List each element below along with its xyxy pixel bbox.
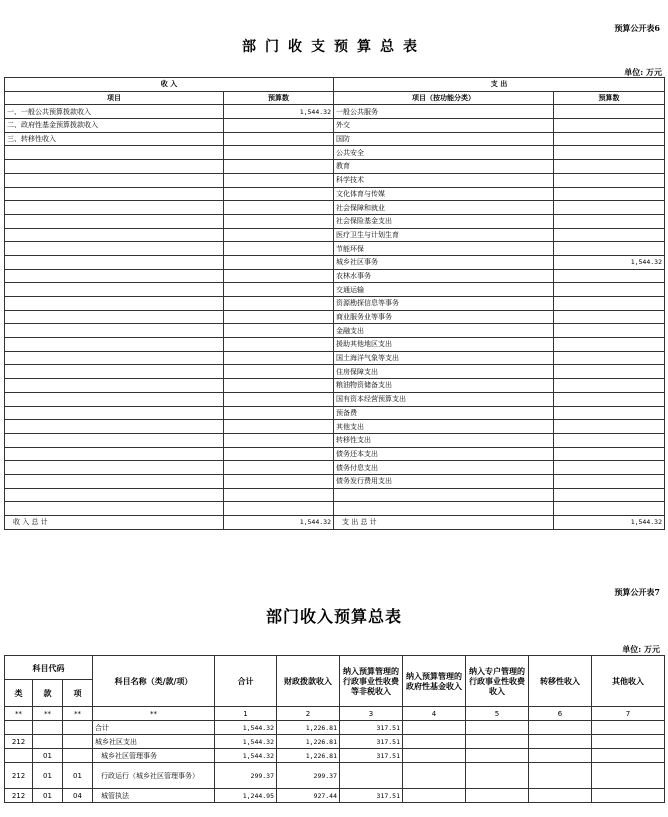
amount-cell [529, 789, 592, 803]
expense-item-cell: 粮油物资储备支出 [334, 379, 554, 393]
income-item-cell [5, 461, 224, 475]
income-item-header: 项目 [5, 91, 224, 105]
amount-cell [529, 749, 592, 763]
code-cell [33, 735, 63, 749]
income-budget-header: 预算数 [224, 91, 334, 105]
table-row [5, 351, 665, 365]
income-item-cell [5, 201, 224, 215]
expense-amount-cell [554, 228, 665, 242]
special-account-header: 纳入专户管理的行政事业性收费收入 [466, 656, 529, 707]
subject-name-cell: 行政运行（城乡社区管理事务） [93, 763, 215, 789]
expense-amount-cell [554, 269, 665, 283]
income-amount-cell [224, 119, 334, 133]
table-row [5, 433, 665, 447]
income-item-cell [5, 433, 224, 447]
column-index-cell: ** [5, 707, 33, 721]
code-header: 科目代码 [5, 656, 93, 680]
income-amount-cell [224, 420, 334, 434]
expense-item-header: 项目（按功能分类） [334, 91, 554, 105]
income-amount-cell [224, 255, 334, 269]
column-index-cell: 2 [277, 707, 340, 721]
income-amount-cell [224, 187, 334, 201]
expense-amount-cell [554, 173, 665, 187]
code-cell [5, 749, 33, 763]
table-row [5, 105, 665, 119]
expense-item-cell: 援助其他地区支出 [334, 338, 554, 352]
income-amount-cell [224, 461, 334, 475]
expense-item-cell [334, 488, 554, 502]
income-amount-cell [224, 351, 334, 365]
expense-amount-cell [554, 406, 665, 420]
income-amount-cell [224, 132, 334, 146]
amount-cell: 1,544.32 [215, 721, 277, 735]
amount-cell: 1,244.95 [215, 789, 277, 803]
expense-item-cell: 商业服务业等事务 [334, 310, 554, 324]
amount-cell [340, 763, 403, 789]
amount-cell: 299.37 [215, 763, 277, 789]
expense-total-value: 1,544.32 [554, 516, 665, 530]
table-row [5, 269, 665, 283]
amount-cell [466, 735, 529, 749]
table-row [5, 447, 665, 461]
expense-item-cell: 城乡社区事务 [334, 255, 554, 269]
amount-cell: 317.51 [340, 735, 403, 749]
income-item-cell [5, 187, 224, 201]
expense-total-label: 支 出 总 计 [334, 516, 554, 530]
table-row [5, 379, 665, 393]
amount-cell: 1,226.81 [277, 735, 340, 749]
table-row [5, 160, 665, 174]
code-cell: 212 [5, 763, 33, 789]
income-amount-cell [224, 324, 334, 338]
column-index-cell: 5 [466, 707, 529, 721]
expense-budget-header: 预算数 [554, 91, 665, 105]
expense-item-cell: 外交 [334, 119, 554, 133]
code-cell: 01 [33, 789, 63, 803]
expense-amount-cell [554, 420, 665, 434]
column-index-row [5, 707, 665, 721]
income-amount-cell [224, 502, 334, 516]
page-title: 部门收支预算总表 [242, 39, 426, 55]
table-row [5, 721, 665, 735]
subject-name-cell: 城乡社区管理事务 [93, 749, 215, 763]
income-item-cell [5, 242, 224, 256]
table-row [5, 763, 665, 789]
expense-header: 支 出 [334, 78, 665, 92]
lei-header: 类 [5, 680, 33, 707]
expense-amount-cell [554, 351, 665, 365]
income-budget-table [4, 655, 665, 803]
column-index-cell: 3 [340, 707, 403, 721]
expense-amount-cell [554, 379, 665, 393]
expense-item-cell: 转移性支出 [334, 433, 554, 447]
column-index-cell: ** [63, 707, 93, 721]
expense-amount-cell: 1,544.32 [554, 255, 665, 269]
income-amount-cell [224, 406, 334, 420]
table-row [5, 392, 665, 406]
column-index-cell: 4 [403, 707, 466, 721]
table-row [5, 789, 665, 803]
expense-item-cell: 社会保险基金支出 [334, 214, 554, 228]
admin-fee-header: 纳入预算管理的行政事业性收费等非税收入 [340, 656, 403, 707]
income-amount-cell [224, 269, 334, 283]
expense-item-cell: 债务付息支出 [334, 461, 554, 475]
income-amount-cell [224, 379, 334, 393]
expense-amount-cell [554, 488, 665, 502]
amount-cell [466, 763, 529, 789]
amount-cell [529, 763, 592, 789]
income-total-label: 收 入 总 计 [5, 516, 224, 530]
unit-label: 单位: 万元 [624, 67, 662, 77]
amount-cell: 317.51 [340, 721, 403, 735]
total-header: 合计 [215, 656, 277, 707]
expense-item-cell: 住房保障支出 [334, 365, 554, 379]
xiang-header: 项 [63, 680, 93, 707]
income-amount-cell [224, 214, 334, 228]
table-row [5, 283, 665, 297]
column-index-cell: ** [33, 707, 63, 721]
amount-cell: 927.44 [277, 789, 340, 803]
table-number-tag: 预算公开表6 [614, 23, 660, 33]
column-index-cell: 1 [215, 707, 277, 721]
income-amount-cell [224, 433, 334, 447]
income-amount-cell [224, 365, 334, 379]
amount-cell [403, 789, 466, 803]
expense-item-cell: 金融支出 [334, 324, 554, 338]
code-cell [5, 721, 33, 735]
income-amount-cell [224, 201, 334, 215]
amount-cell [403, 763, 466, 789]
income-item-cell [5, 228, 224, 242]
table-row [5, 132, 665, 146]
expense-item-cell: 国防 [334, 132, 554, 146]
income-item-cell [5, 324, 224, 338]
total-row [5, 516, 665, 530]
amount-cell: 1,544.32 [215, 735, 277, 749]
column-index-cell: 7 [592, 707, 665, 721]
expense-item-cell: 医疗卫生与计划生育 [334, 228, 554, 242]
expense-amount-cell [554, 324, 665, 338]
code-cell [63, 749, 93, 763]
expense-amount-cell [554, 146, 665, 160]
table-row [5, 119, 665, 133]
table-row [5, 310, 665, 324]
code-cell [33, 721, 63, 735]
code-cell: 212 [5, 735, 33, 749]
table-row [5, 324, 665, 338]
expense-amount-cell [554, 447, 665, 461]
amount-cell [529, 735, 592, 749]
amount-cell [592, 749, 665, 763]
amount-cell [592, 735, 665, 749]
income-item-cell [5, 392, 224, 406]
table-row [5, 749, 665, 763]
amount-cell: 1,226.81 [277, 721, 340, 735]
income-amount-cell [224, 146, 334, 160]
code-cell: 01 [33, 749, 63, 763]
expense-item-cell: 债务发行费用支出 [334, 474, 554, 488]
expense-item-cell: 公共安全 [334, 146, 554, 160]
income-header: 收 入 [5, 78, 334, 92]
expense-amount-cell [554, 119, 665, 133]
table-row [5, 406, 665, 420]
expense-item-cell: 科学技术 [334, 173, 554, 187]
expense-item-cell: 农林水事务 [334, 269, 554, 283]
amount-cell [466, 749, 529, 763]
income-item-cell [5, 420, 224, 434]
table-row [5, 502, 665, 516]
table-number-tag-2: 预算公开表7 [614, 587, 660, 597]
expense-item-cell: 交通运输 [334, 283, 554, 297]
amount-cell: 1,226.81 [277, 749, 340, 763]
income-item-cell [5, 406, 224, 420]
income-amount-cell [224, 297, 334, 311]
table-row [5, 146, 665, 160]
expense-item-cell: 国土海洋气象等支出 [334, 351, 554, 365]
expense-amount-cell [554, 187, 665, 201]
kuan-header: 款 [33, 680, 63, 707]
expense-item-cell: 社会保障和就业 [334, 201, 554, 215]
income-total-value: 1,544.32 [224, 516, 334, 530]
amount-cell [403, 735, 466, 749]
table-row [5, 228, 665, 242]
income-amount-cell [224, 338, 334, 352]
income-item-cell: 二、政府性基金预算拨款收入 [5, 119, 224, 133]
column-index-cell: ** [93, 707, 215, 721]
expense-amount-cell [554, 338, 665, 352]
table-row [5, 173, 665, 187]
expense-item-cell: 一般公共服务 [334, 105, 554, 119]
table-row [5, 365, 665, 379]
expense-amount-cell [554, 502, 665, 516]
table-row [5, 461, 665, 475]
expense-item-cell: 国有资本经营预算支出 [334, 392, 554, 406]
table-row [5, 297, 665, 311]
amount-cell [592, 721, 665, 735]
table-row [5, 488, 665, 502]
income-amount-cell [224, 447, 334, 461]
expense-amount-cell [554, 297, 665, 311]
income-item-cell [5, 214, 224, 228]
amount-cell: 317.51 [340, 789, 403, 803]
income-item-cell [5, 269, 224, 283]
expense-amount-cell [554, 105, 665, 119]
amount-cell [466, 721, 529, 735]
gov-fund-header: 纳入预算管理的政府性基金收入 [403, 656, 466, 707]
page-title-2: 部门收入预算总表 [265, 607, 402, 626]
expense-amount-cell [554, 461, 665, 475]
income-item-cell [5, 160, 224, 174]
expense-amount-cell [554, 310, 665, 324]
expense-amount-cell [554, 365, 665, 379]
code-cell: 212 [5, 789, 33, 803]
expense-item-cell [334, 502, 554, 516]
table-row [5, 242, 665, 256]
expense-amount-cell [554, 201, 665, 215]
expense-amount-cell [554, 160, 665, 174]
expense-amount-cell [554, 214, 665, 228]
code-cell: 01 [33, 763, 63, 789]
expense-item-cell: 其他支出 [334, 420, 554, 434]
income-item-cell: 一、一般公共预算拨款收入 [5, 105, 224, 119]
income-item-cell [5, 488, 224, 502]
expense-amount-cell [554, 392, 665, 406]
amount-cell [403, 721, 466, 735]
code-cell: 04 [63, 789, 93, 803]
expense-amount-cell [554, 433, 665, 447]
income-item-cell [5, 351, 224, 365]
income-amount-cell [224, 173, 334, 187]
unit-label-2: 单位: 万元 [622, 644, 660, 654]
table-row [5, 187, 665, 201]
income-amount-cell [224, 488, 334, 502]
expense-amount-cell [554, 283, 665, 297]
income-item-cell [5, 338, 224, 352]
subject-name-cell: 合计 [93, 721, 215, 735]
income-amount-cell [224, 160, 334, 174]
expense-item-cell: 教育 [334, 160, 554, 174]
income-item-cell [5, 447, 224, 461]
income-item-cell [5, 173, 224, 187]
income-item-cell [5, 146, 224, 160]
expense-amount-cell [554, 474, 665, 488]
income-amount-cell [224, 474, 334, 488]
subject-name-cell: 城乡社区支出 [93, 735, 215, 749]
subject-name-header: 科目名称（类/款/项） [93, 656, 215, 707]
amount-cell: 1,544.32 [215, 749, 277, 763]
table-row [5, 338, 665, 352]
table-row [5, 201, 665, 215]
expense-item-cell: 预备费 [334, 406, 554, 420]
column-index-cell: 6 [529, 707, 592, 721]
table-row [5, 255, 665, 269]
amount-cell: 317.51 [340, 749, 403, 763]
subject-name-cell: 城管执法 [93, 789, 215, 803]
income-amount-cell [224, 392, 334, 406]
table-row [5, 214, 665, 228]
income-amount-cell: 1,544.32 [224, 105, 334, 119]
income-amount-cell [224, 283, 334, 297]
income-amount-cell [224, 310, 334, 324]
transfer-header: 转移性收入 [529, 656, 592, 707]
expense-amount-cell [554, 242, 665, 256]
amount-cell [403, 749, 466, 763]
income-item-cell [5, 283, 224, 297]
expense-amount-cell [554, 132, 665, 146]
code-cell [63, 721, 93, 735]
table-row [5, 735, 665, 749]
code-cell [63, 735, 93, 749]
expense-item-cell: 资源勘探信息等事务 [334, 297, 554, 311]
amount-cell [529, 721, 592, 735]
income-item-cell [5, 310, 224, 324]
income-item-cell [5, 297, 224, 311]
income-item-cell [5, 502, 224, 516]
fiscal-header: 财政拨款收入 [277, 656, 340, 707]
amount-cell [592, 789, 665, 803]
code-cell: 01 [63, 763, 93, 789]
income-expense-table [4, 77, 665, 530]
income-item-cell: 三、转移性收入 [5, 132, 224, 146]
income-amount-cell [224, 228, 334, 242]
amount-cell [592, 763, 665, 789]
table-row [5, 420, 665, 434]
other-header: 其他收入 [592, 656, 665, 707]
income-item-cell [5, 474, 224, 488]
table-row [5, 474, 665, 488]
amount-cell: 299.37 [277, 763, 340, 789]
expense-item-cell: 债务还本支出 [334, 447, 554, 461]
income-item-cell [5, 379, 224, 393]
expense-item-cell: 文化体育与传媒 [334, 187, 554, 201]
amount-cell [466, 789, 529, 803]
expense-item-cell: 节能环保 [334, 242, 554, 256]
income-amount-cell [224, 242, 334, 256]
income-item-cell [5, 365, 224, 379]
income-item-cell [5, 255, 224, 269]
